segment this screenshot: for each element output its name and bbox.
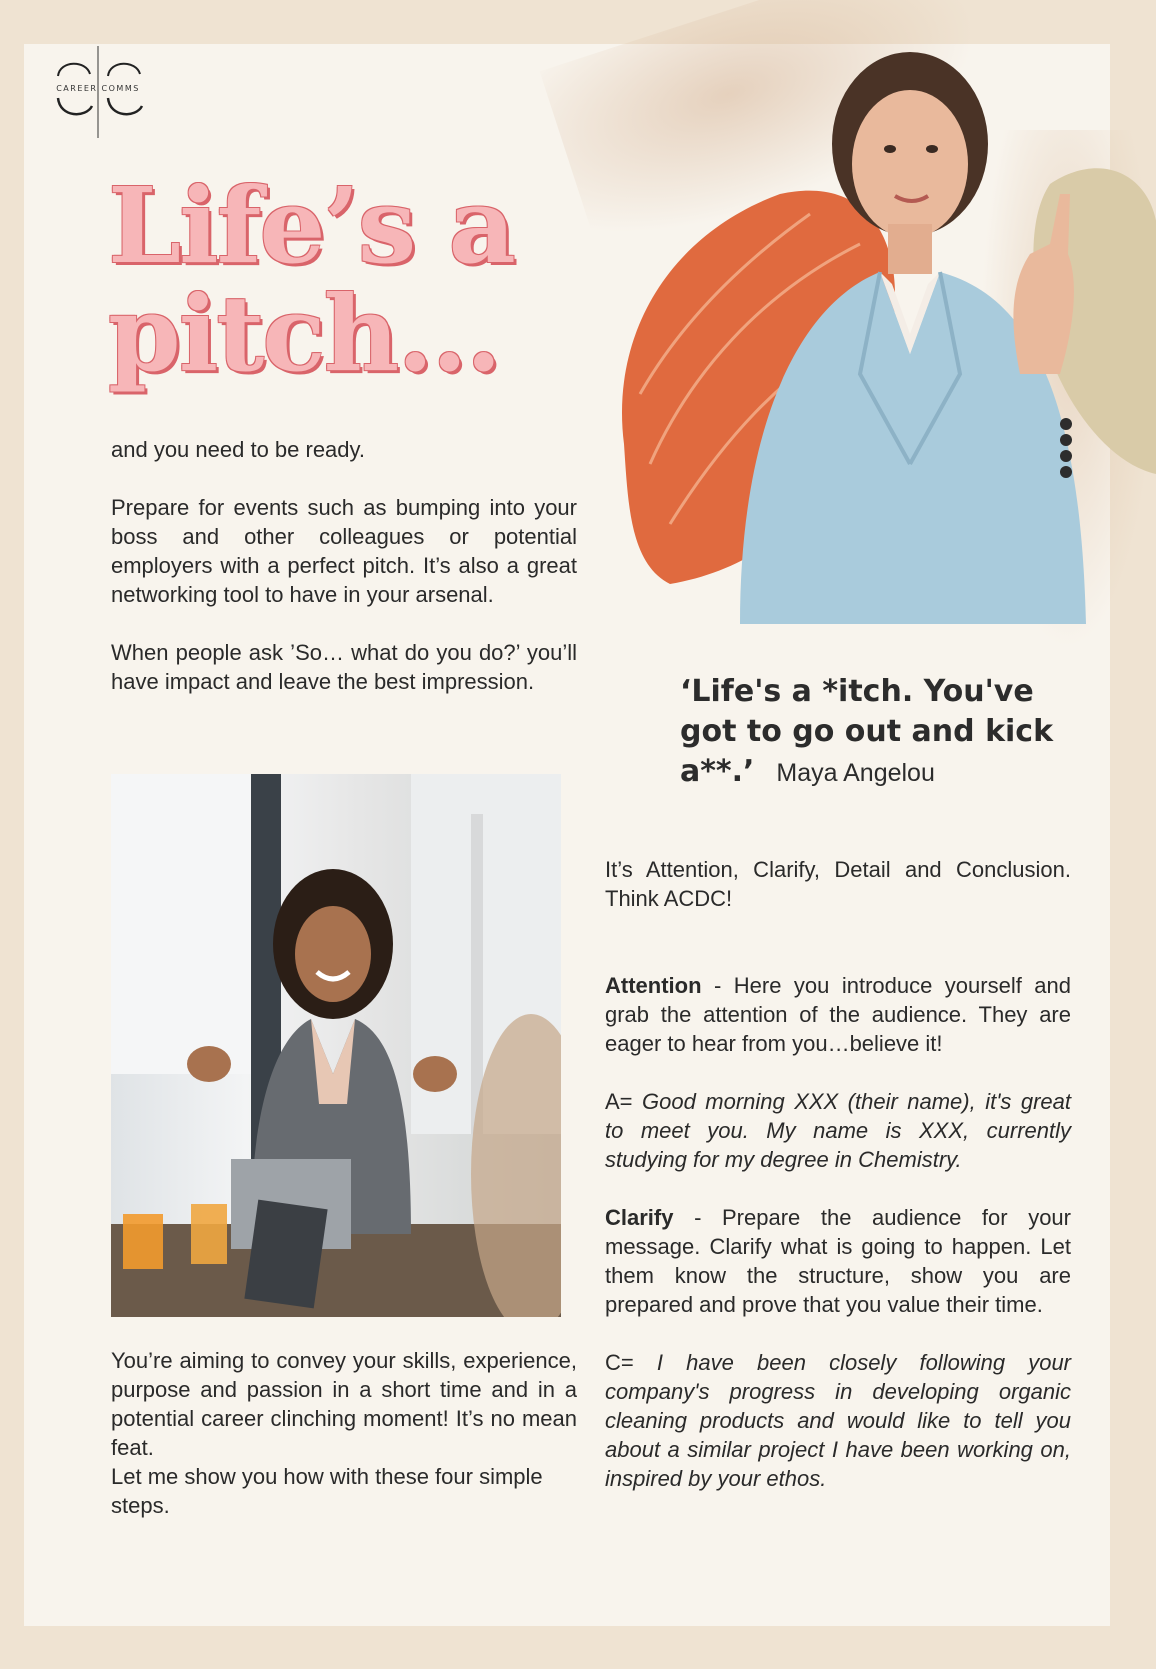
right-column — [605, 855, 1071, 1493]
attention-example — [605, 1087, 1071, 1174]
attention-text: - Here you introduce yourself and grab the attention of the audience. They are eager to hear from you…believe it! — [605, 973, 1071, 1056]
logo-text: CAREER COMMS — [56, 84, 140, 93]
maya-angelou-quote — [680, 672, 1100, 793]
paragraph-aiming: You’re aiming to convey your skills, experience, purpose and passion in a short time and in a potential career clinching moment! It’s no mean feat. — [111, 1348, 577, 1460]
attention-label: Attention — [605, 973, 702, 998]
acdc-intro: It’s Attention, Clarify, Detail and Conclusion. Think ACDC! — [605, 857, 1071, 911]
c-example-text: I have been closely following your company's progress in developing organic cleaning products and would like to tell you about a similar project I have been working on, inspired by your ethos. — [605, 1350, 1072, 1491]
paragraph-four-steps: Let me show you how with these four simple steps. — [111, 1464, 543, 1518]
paragraph-when-people-ask: When people ask ’So… what do you do?’ you’ll have impact and leave the best impression. — [111, 640, 577, 694]
quote-author: Maya Angelou — [776, 759, 935, 787]
clarify-text: - Prepare the audience for your message. Clarify what is going to happen. Let them know the structure, show you are prepared and prove that you value their time. — [605, 1205, 1071, 1317]
hero-photo-collage — [610, 44, 1156, 624]
career-comms-logo — [42, 46, 154, 138]
left-column-top — [111, 435, 577, 696]
left-column-bottom — [111, 1346, 577, 1520]
title-line-1: Life’s a — [108, 164, 514, 287]
clarify-label: Clarify — [605, 1205, 674, 1230]
paragraph-prepare: Prepare for events such as bumping into your boss and other colleagues or potential employers with a perfect pitch. It’s also a great networking tool to have in your arsenal. — [111, 495, 577, 607]
intro-line: and you need to be ready. — [111, 437, 366, 462]
clarify-paragraph — [605, 1203, 1071, 1319]
presenter-photo — [111, 774, 561, 1317]
a-prefix: A= — [605, 1089, 642, 1114]
title-line-2: pitch... — [108, 272, 500, 395]
c-prefix: C= — [605, 1350, 657, 1375]
clarify-example — [605, 1348, 1071, 1493]
page-title — [108, 164, 628, 395]
a-example-text: Good morning XXX (their name), it's great to meet you. My name is XXX, currently studying for my degree in Chemistry. — [605, 1089, 1071, 1172]
attention-paragraph — [605, 971, 1071, 1058]
quote-text: ‘Life's a *itch. You've got to go out and kick a**.’ — [680, 674, 1054, 789]
